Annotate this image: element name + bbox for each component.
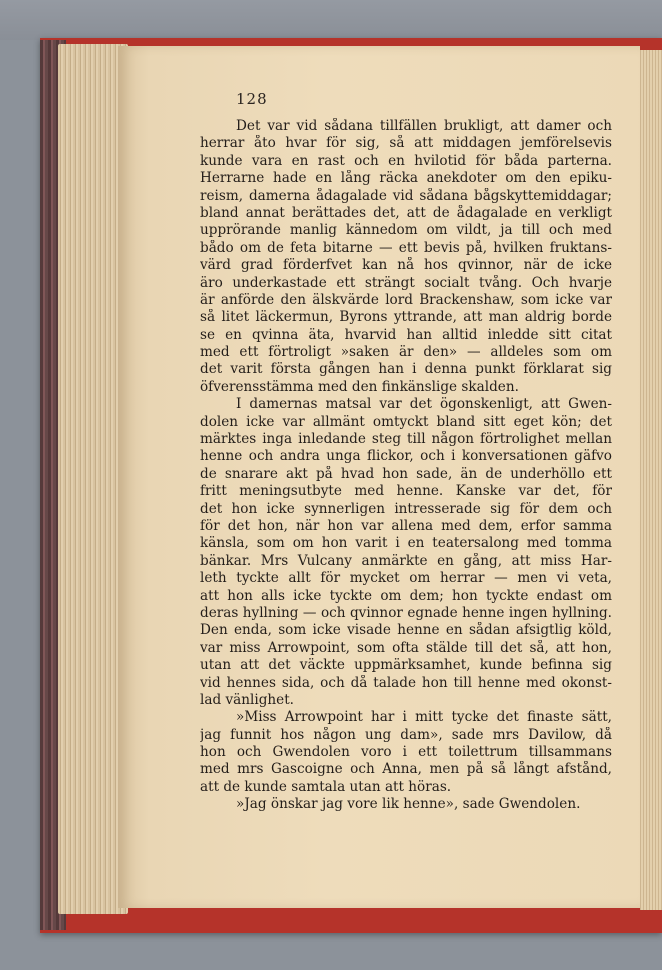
text-line: öfverensstämma med den finkänslige skalden. [200,378,519,395]
page-number: 128 [236,90,268,108]
text-line: med ett förtroligt »saken är den» — alldeles som om [200,344,612,361]
text-line: henne och andra unga flickor, och i konversationen gäfvo [200,448,612,465]
text-line: med mrs Gascoigne och Anna, men på så långt afstånd, [200,761,612,778]
text-line: är anförde den älskvärde lord Brackenshaw, som icke var [200,291,612,308]
text-line: Herrarne hade en lång räcka anekdoter om den epiku- [200,170,612,187]
page-stack-right [640,50,662,910]
text-line: det hon icke synnerligen intresserade sig för dem och [200,500,612,517]
text-line: jag funnit hos någon ung dam», sade mrs Davilow, då [200,726,612,743]
text-line: märktes inga inledande steg till någon förtrolighet mellan [200,431,612,448]
text-line: dolen icke var allmänt omtyckt bland sitt eget kön; det [200,413,612,430]
text-line: värd grad förderfvet kan nå hos qvinnor, när de icke [200,257,612,274]
text-line: leth tyckte allt för mycket om herrar — men vi veta, [200,570,612,587]
text-line: kunde vara en rast och en hvilotid för båda parterna. [200,152,612,169]
text-line: deras hyllning — och qvinnor egnade henne ingen hyllning. [200,604,612,621]
text-line: var miss Arrowpoint, som ofta stälde till det så, att hon, [200,639,612,656]
text-line: hon och Gwendolen voro i ett toilettrum tillsammans [200,744,612,761]
text-line: bänkar. Mrs Vulcany anmärkte en gång, att miss Har- [200,552,612,569]
text-line: så litet läckermun, Byrons yttrande, att man aldrig borde [200,309,612,326]
text-line: vid hennes sida, och då talade hon till henne med okonst- [200,674,612,691]
text-line: »Miss Arrowpoint har i mitt tycke det finaste sätt, [236,709,612,726]
text-line: Det var vid sådana tillfällen brukligt, att damer och [236,118,612,134]
body-text [200,118,612,814]
text-line: »Jag önskar jag vore lik henne», sade Gwendolen. [236,796,581,813]
text-line: herrar åto hvar för sig, så att middagen jemförelsevis [200,135,612,152]
text-line: I damernas matsal var det ögonskenligt, att Gwen- [236,396,612,413]
text-line: lad vänlighet. [200,691,294,708]
background-surface [0,0,662,40]
text-line: det varit första gången han i denna punkt förklarat sig [200,361,612,378]
text-line: Den enda, som icke visade henne en sådan afsigtlig köld, [200,622,612,639]
text-line: att hon alls icke tyckte om dem; hon tyckte endast om [200,587,612,604]
text-line: upprörande manlig kännedom om vildt, ja till och med [200,222,612,239]
text-line: för det hon, när hon var allena med dem, erfor samma [200,517,612,534]
text-line: bland annat berättades det, att de ådagalade en verkligt [200,204,612,221]
text-line: utan att det väckte uppmärksamhet, kunde befinna sig [200,657,612,674]
text-line: de snarare akt på hvad hon sade, än de underhöllo ett [200,465,612,482]
text-line: fritt meningsutbyte med henne. Kanske var det, för [200,483,612,500]
text-line: reism, damerna ådagalade vid sådana bågskyttemiddagar; [200,187,612,204]
text-line: att de kunde samtala utan att höras. [200,778,452,795]
text-line: se en qvinna äta, hvarvid han alltid inledde sitt citat [200,326,612,343]
text-line: äro underkastade ett strängt socialt tvång. Och hvarje [200,274,612,291]
text-line: bådo om de feta bitarne — ett bevis på, hvilken fruktans- [200,239,612,256]
text-line: känsla, som om hon varit i en teatersalong med tomma [200,535,612,552]
